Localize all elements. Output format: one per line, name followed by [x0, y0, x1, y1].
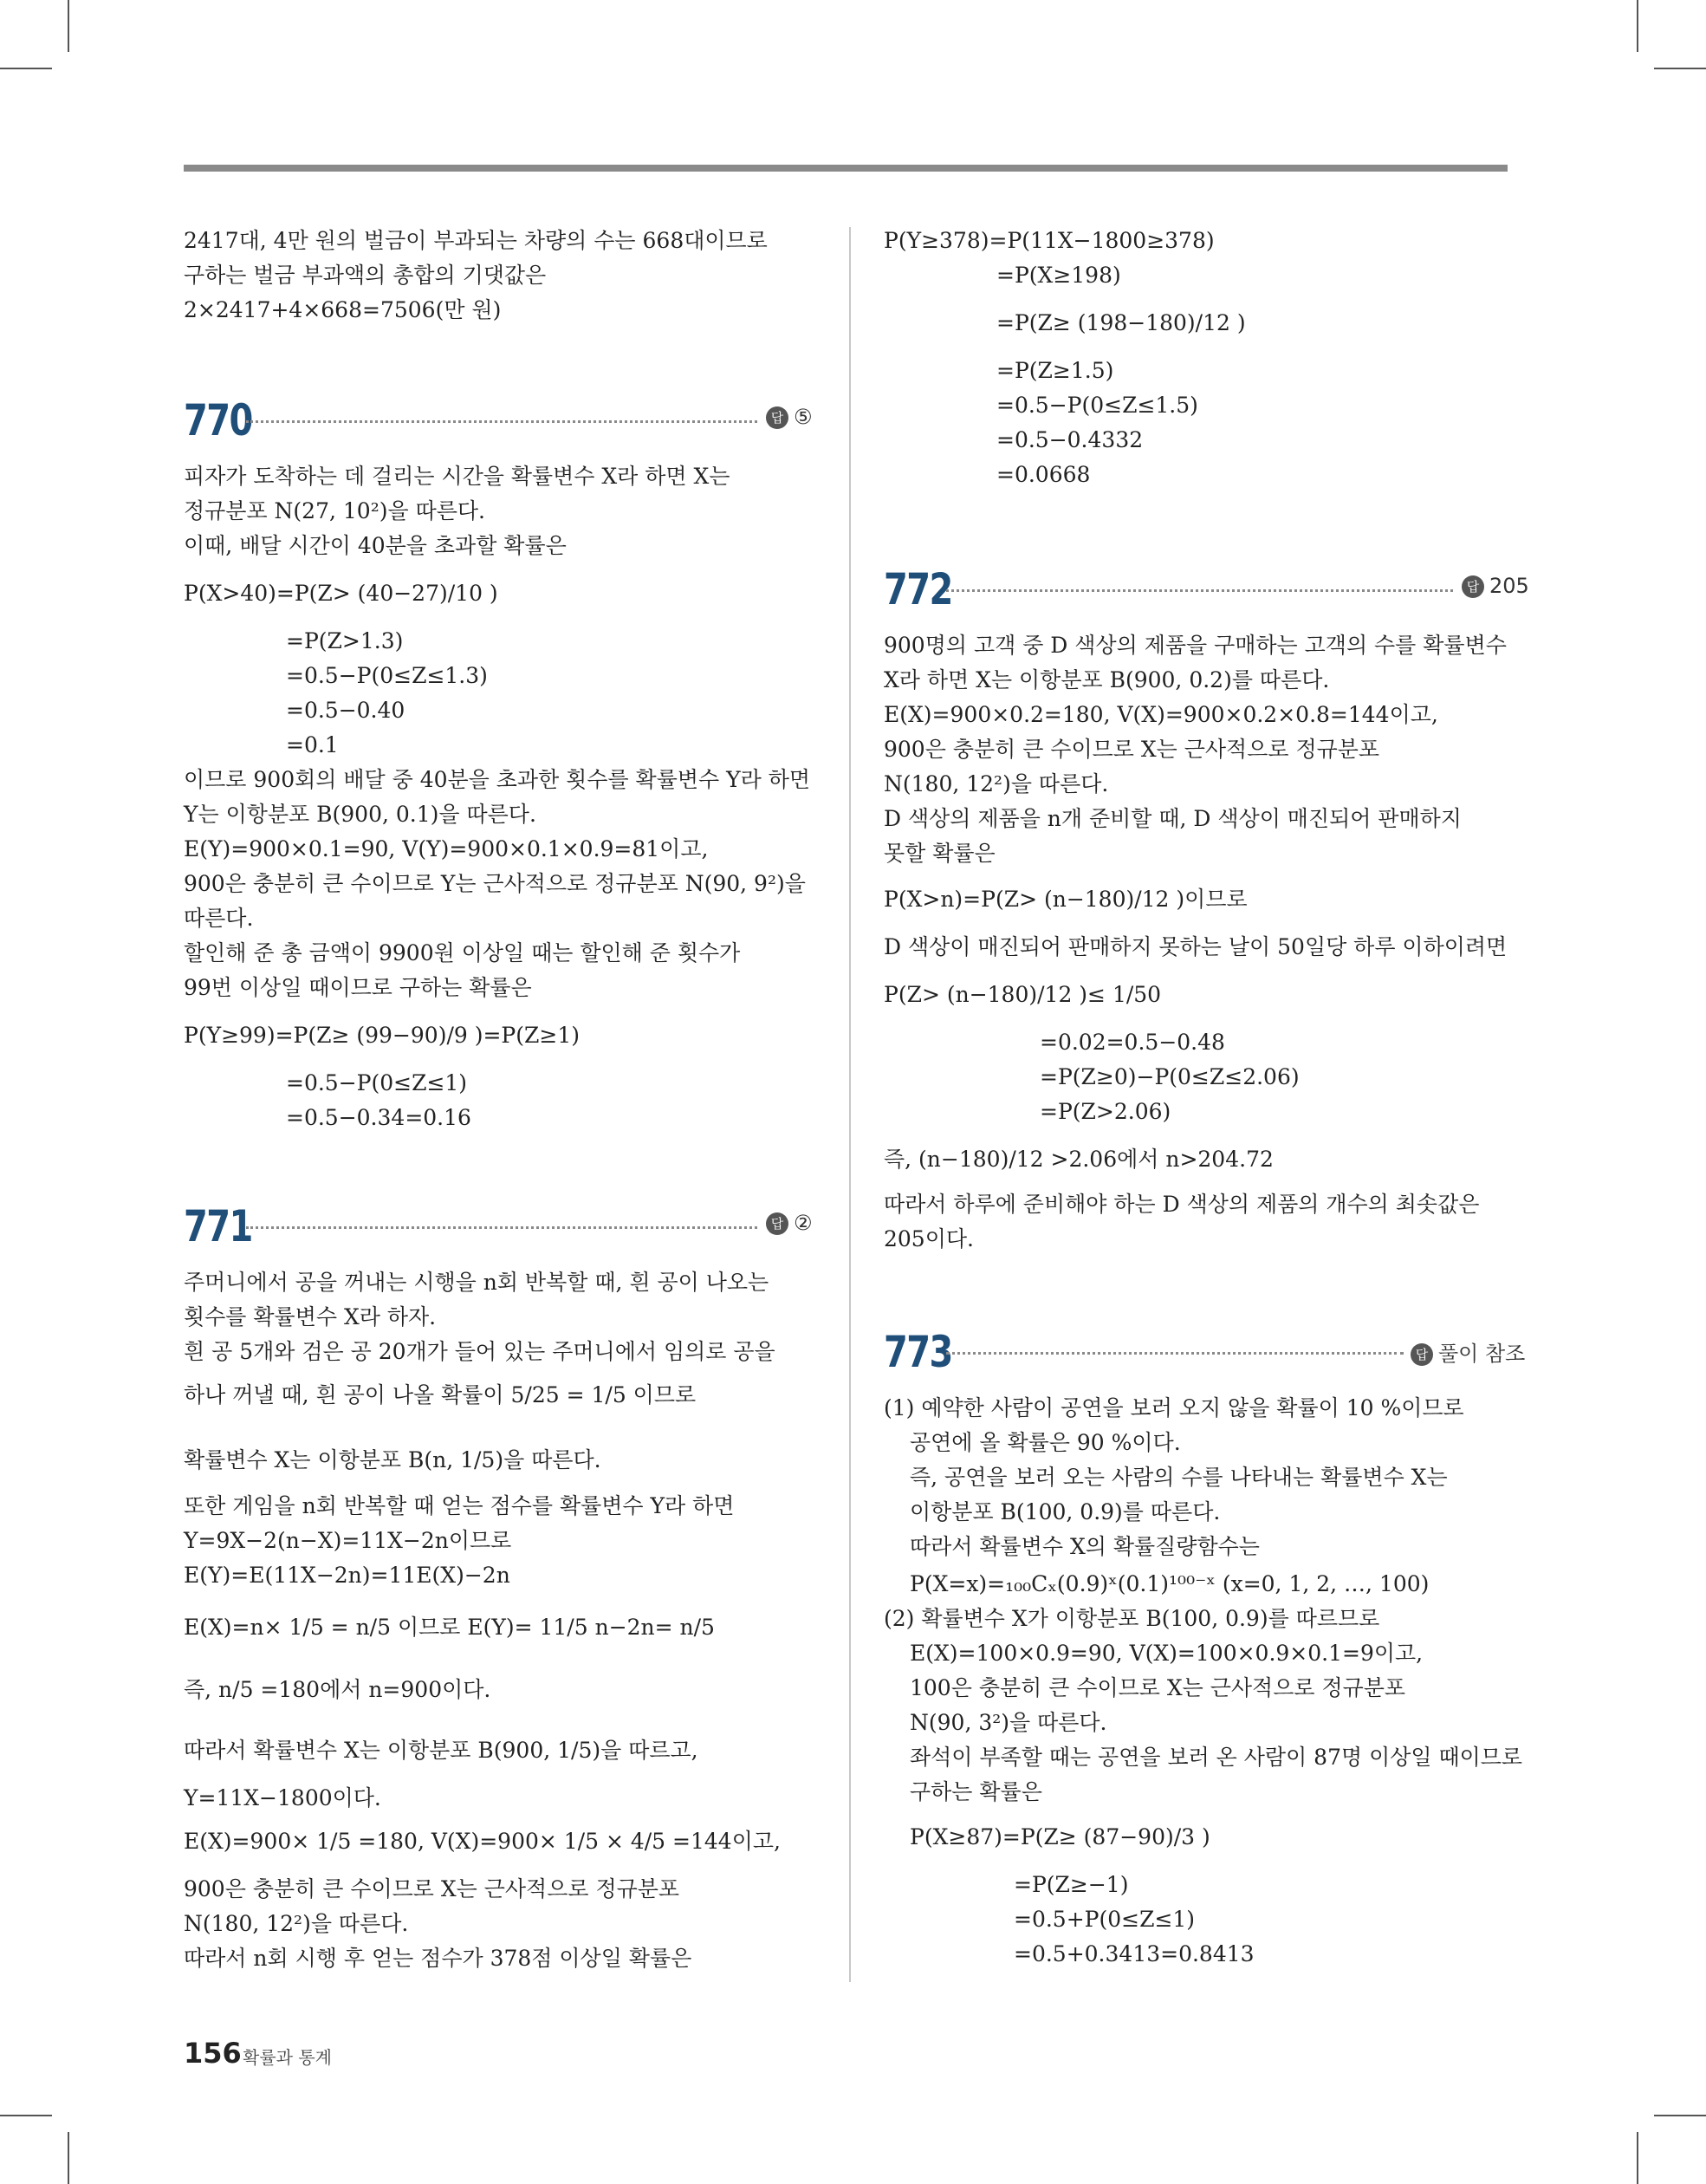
- text-line: 이므로 900회의 배달 중 40분을 초과한 횟수를 확률변수 Y라 하면: [184, 767, 811, 792]
- leader-dots: [946, 589, 1453, 592]
- equation-line: =P(Z≥ (198−180)/12 ): [996, 310, 1246, 335]
- answer-label: [766, 405, 813, 429]
- crop-mark: [68, 0, 69, 52]
- text-line: D 색상의 제품을 n개 준비할 때, D 색상이 매진되어 판매하지: [884, 806, 1462, 831]
- problem-header-771: [184, 1200, 816, 1252]
- text-line: 900은 충분히 큰 수이므로 Y는 근사적으로 정규분포 N(90, 9²)을: [184, 871, 806, 896]
- text-line: 피자가 도착하는 데 걸리는 시간을 확률변수 X라 하면 X는: [184, 464, 730, 489]
- equation-line: =0.5+0.3413=0.8413: [1014, 1941, 1255, 1966]
- text-line: 이때, 배달 시간이 40분을 초과할 확률은: [184, 533, 567, 558]
- crop-mark: [0, 68, 52, 69]
- problem-number: 771: [184, 1201, 252, 1251]
- equation-line: =0.5−P(0≤Z≤1): [286, 1070, 468, 1095]
- leader-dots: [246, 420, 757, 423]
- answer-label: [766, 1211, 813, 1235]
- answer-value: ⑤: [794, 405, 813, 429]
- problem-number: 770: [184, 395, 252, 445]
- text-line: E(Y)=900×0.1=90, V(Y)=900×0.1×0.9=81이고,: [184, 836, 709, 861]
- problem-header-773: [884, 1326, 1526, 1378]
- equation-line: =P(Z≥0)−P(0≤Z≤2.06): [1040, 1064, 1300, 1089]
- leader-dots: [946, 1352, 1404, 1355]
- column-divider: [849, 227, 851, 1982]
- equation-line: =P(Z≥−1): [1014, 1872, 1129, 1897]
- answer-badge-icon: 답: [766, 406, 788, 429]
- text-line: 따라서 확률변수 X의 확률질량함수는: [910, 1534, 1260, 1559]
- answer-value: 풀이 참조: [1438, 1342, 1526, 1366]
- equation-line: Y=11X−1800이다.: [184, 1785, 381, 1810]
- text-line: 공연에 올 확률은 90 %이다.: [910, 1430, 1181, 1455]
- text-line: 따라서 하루에 준비해야 하는 D 색상의 제품의 개수의 최솟값은: [884, 1192, 1480, 1217]
- equation-line: P(Y≥378)=P(11X−1800≥378): [884, 228, 1215, 253]
- problem-header-772: [884, 563, 1529, 615]
- crop-mark: [1654, 2115, 1706, 2116]
- equation-line: Y=9X−2(n−X)=11X−2n이므로: [184, 1528, 512, 1553]
- equation-line: =0.5−P(0≤Z≤1.3): [286, 663, 488, 688]
- page-number: 156: [184, 2037, 242, 2070]
- text-line: 2417대, 4만 원의 벌금이 부과되는 차량의 수는 668대이므로: [184, 228, 768, 253]
- equation-line: P(Z> (n−180)/12 )≤ 1/50: [884, 982, 1162, 1007]
- answer-value: 205: [1489, 574, 1529, 598]
- problem-header-770: [184, 394, 816, 446]
- equation-line: E(X)=900× 1/5 =180, V(X)=900× 1/5 × 4/5 =144이고,: [184, 1829, 781, 1854]
- equation-line: =0.0668: [996, 462, 1091, 487]
- text-line: 205이다.: [884, 1226, 974, 1251]
- text-line: 못할 확률은: [884, 841, 996, 866]
- crop-mark: [1637, 2132, 1638, 2184]
- text-line: 100은 충분히 큰 수이므로 X는 근사적으로 정규분포: [910, 1675, 1406, 1700]
- crop-mark: [0, 2115, 52, 2116]
- equation-line: P(X>40)=P(Z> (40−27)/10 ): [184, 581, 498, 606]
- text-line: 구하는 벌금 부과액의 총합의 기댓값은: [184, 263, 547, 288]
- equation-line: E(X)=100×0.9=90, V(X)=100×0.9×0.1=9이고,: [910, 1641, 1424, 1666]
- text-line: 따라서 확률변수 X는 이항분포 B(900, 1/5)을 따르고,: [184, 1738, 698, 1763]
- text-line: 흰 공 5개와 검은 공 20개가 들어 있는 주머니에서 임의로 공을: [184, 1339, 775, 1364]
- text-line: 900명의 고객 중 D 색상의 제품을 구매하는 고객의 수를 확률변수: [884, 633, 1507, 658]
- equation-line: E(X)=900×0.2=180, V(X)=900×0.2×0.8=144이고,: [884, 702, 1438, 727]
- text-line: 이항분포 B(100, 0.9)를 따른다.: [910, 1499, 1221, 1524]
- text-line: 확률변수 X는 이항분포 B(n, 1/5)을 따른다.: [184, 1447, 601, 1472]
- text-line: 주머니에서 공을 꺼내는 시행을 n회 반복할 때, 흰 공이 나오는: [184, 1270, 769, 1295]
- leader-dots: [246, 1226, 757, 1229]
- text-line: D 색상이 매진되어 판매하지 못하는 날이 50일당 하루 이하이려면: [884, 934, 1508, 959]
- text-line: 구하는 확률은: [910, 1779, 1042, 1804]
- text-line: (1) 예약한 사람이 공연을 보러 오지 않을 확률이 10 %이므로: [884, 1395, 1464, 1420]
- text-line: 횟수를 확률변수 X라 하자.: [184, 1304, 437, 1329]
- text-line: 할인해 준 총 금액이 9900원 이상일 때는 할인해 준 횟수가: [184, 940, 741, 965]
- text-line: 따른다.: [184, 906, 254, 931]
- text-line: 900은 충분히 큰 수이므로 X는 근사적으로 정규분포: [184, 1876, 680, 1901]
- equation-line: =0.5−P(0≤Z≤1.5): [996, 393, 1198, 418]
- equation-line: =P(X≥198): [996, 263, 1121, 288]
- equation-line: =0.02=0.5−0.48: [1040, 1030, 1225, 1055]
- text-line: 2×2417+4×668=7506(만 원): [184, 297, 502, 322]
- equation-line: =P(Z>2.06): [1040, 1099, 1171, 1124]
- text-line: 또한 게임을 n회 반복할 때 얻는 점수를 확률변수 Y라 하면: [184, 1493, 735, 1518]
- text-line: N(180, 12²)을 따른다.: [884, 771, 1109, 796]
- header-rule: [184, 165, 1508, 172]
- equation-line: =P(Z>1.3): [286, 628, 404, 653]
- problem-number: 772: [884, 564, 952, 614]
- text-line: 좌석이 부족할 때는 공연을 보러 온 사람이 87명 이상일 때이므로: [910, 1745, 1523, 1770]
- crop-mark: [1637, 0, 1638, 52]
- equation-line: =0.5+P(0≤Z≤1): [1014, 1907, 1196, 1932]
- equation-line: =0.5−0.34=0.16: [286, 1105, 471, 1130]
- equation-line: =P(Z≥1.5): [996, 358, 1114, 383]
- equation-line: P(Y≥99)=P(Z≥ (99−90)/9 )=P(Z≥1): [184, 1023, 580, 1048]
- text-line: N(90, 3²)을 따른다.: [910, 1710, 1107, 1735]
- text-line: Y는 이항분포 B(900, 0.1)을 따른다.: [184, 802, 536, 827]
- answer-badge-icon: 답: [1462, 575, 1484, 598]
- equation-line: =0.1: [286, 732, 339, 757]
- equation-line: =0.5−0.4332: [996, 427, 1144, 452]
- text-line: N(180, 12²)을 따른다.: [184, 1911, 409, 1936]
- answer-label: [1462, 574, 1529, 598]
- equation-line: P(X=x)=₁₀₀Cₓ(0.9)ˣ(0.1)¹⁰⁰⁻ˣ (x=0, 1, 2, …, 100): [910, 1571, 1430, 1596]
- text-line: 정규분포 N(27, 10²)을 따른다.: [184, 498, 485, 523]
- equation-line: =0.5−0.40: [286, 698, 405, 723]
- text-line: 99번 이상일 때이므로 구하는 확률은: [184, 975, 532, 1000]
- text-line: 하나 꺼낼 때, 흰 공이 나올 확률이 5/25 = 1/5 이므로: [184, 1382, 697, 1407]
- crop-mark: [1654, 68, 1706, 69]
- text-line: X라 하면 X는 이항분포 B(900, 0.2)를 따른다.: [884, 667, 1330, 692]
- crop-mark: [68, 2132, 69, 2184]
- equation-line: P(X≥87)=P(Z≥ (87−90)/3 ): [910, 1824, 1210, 1849]
- answer-badge-icon: 답: [1411, 1343, 1433, 1366]
- problem-number: 773: [884, 1327, 952, 1377]
- text-line: 즉, 공연을 보러 오는 사람의 수를 나타내는 확률변수 X는: [910, 1465, 1448, 1490]
- equation-line: 즉, (n−180)/12 >2.06에서 n>204.72: [884, 1147, 1274, 1172]
- section-label: 확률과 통계: [243, 2047, 332, 2068]
- text-line: 즉, n/5 =180에서 n=900이다.: [184, 1677, 491, 1702]
- text-line: 따라서 n회 시행 후 얻는 점수가 378점 이상일 확률은: [184, 1946, 692, 1971]
- equation-line: E(X)=n× 1/5 = n/5 이므로 E(Y)= 11/5 n−2n= n/5: [184, 1615, 715, 1640]
- text-line: (2) 확률변수 X가 이항분포 B(100, 0.9)를 따르므로: [884, 1606, 1380, 1631]
- equation-line: P(X>n)=P(Z> (n−180)/12 )이므로: [884, 887, 1248, 912]
- answer-label: [1411, 1336, 1525, 1367]
- equation-line: E(Y)=E(11X−2n)=11E(X)−2n: [184, 1563, 510, 1588]
- answer-value: ②: [794, 1211, 813, 1235]
- answer-badge-icon: 답: [766, 1212, 788, 1235]
- text-line: 900은 충분히 큰 수이므로 X는 근사적으로 정규분포: [884, 737, 1380, 762]
